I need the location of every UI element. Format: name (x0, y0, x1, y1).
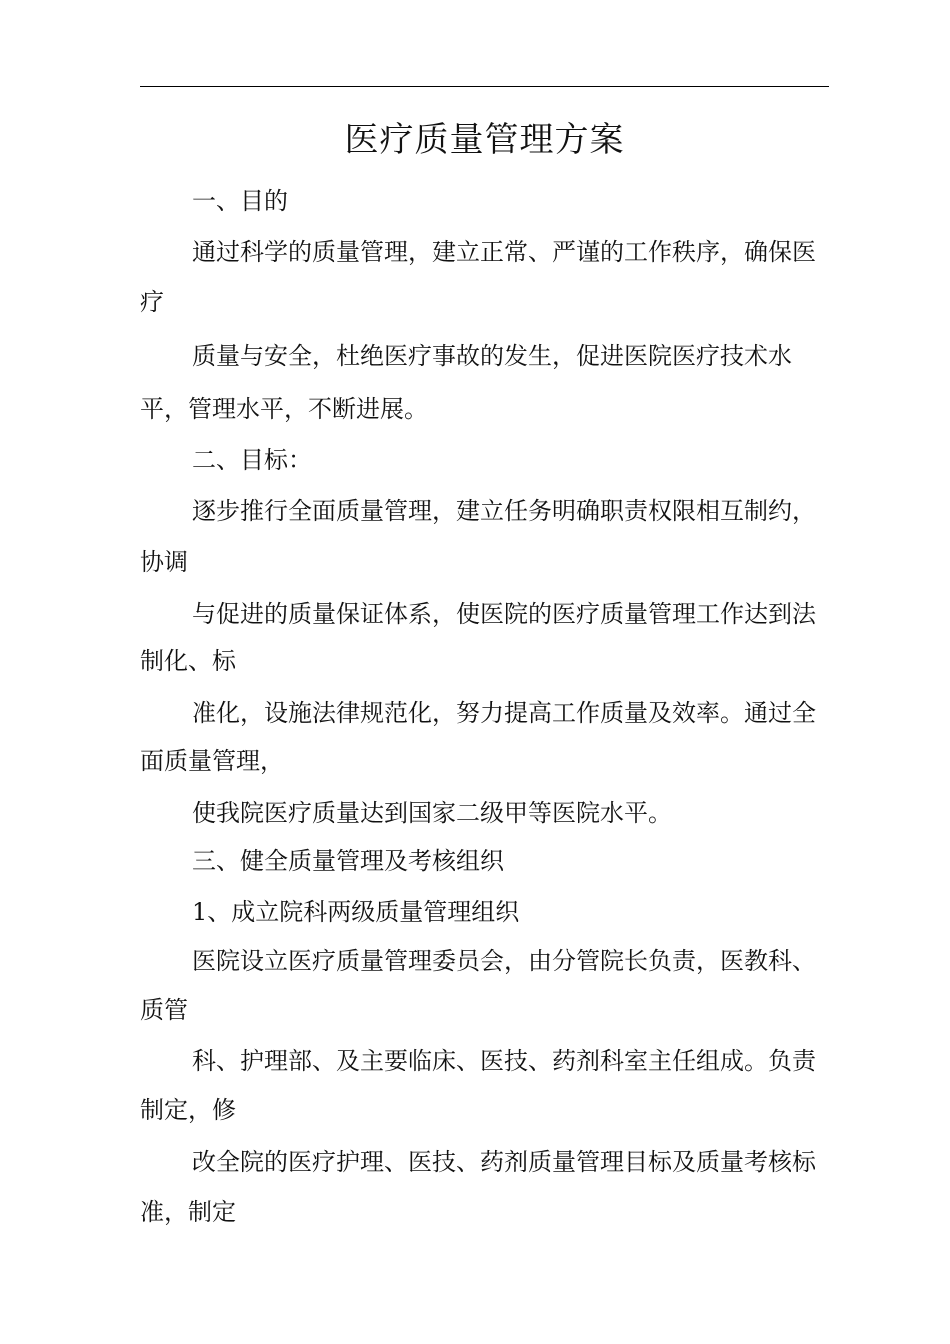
paragraph-line: 质管 (140, 996, 188, 1024)
heading-goal: 二、目标： (192, 446, 312, 474)
paragraph-line: 协调 (140, 548, 188, 576)
paragraph-line: 通过科学的质量管理，建立正常、严谨的工作秩序，确保医 (192, 238, 816, 266)
paragraph-line: 改全院的医疗护理、医技、药剂质量管理目标及质量考核标 (192, 1148, 816, 1176)
heading-purpose: 一、目的 (192, 187, 288, 215)
header-rule (140, 86, 829, 87)
paragraph-line: 准，制定 (140, 1198, 236, 1226)
document-title: 医疗质量管理方案 (344, 120, 625, 160)
paragraph-line: 科、护理部、及主要临床、医技、药剂科室主任组成。负责 (192, 1047, 816, 1075)
paragraph-line: 医院设立医疗质量管理委员会，由分管院长负责，医教科、 (192, 947, 816, 975)
paragraph-line: 与促进的质量保证体系，使医院的医疗质量管理工作达到法 (192, 600, 816, 628)
paragraph-line: 准化，设施法律规范化，努力提高工作质量及效率。通过全 (192, 699, 816, 727)
paragraph-line: 质量与安全，杜绝医疗事故的发生，促进医院医疗技术水 (192, 342, 792, 370)
paragraph-line: 疗 (140, 288, 164, 316)
paragraph-line: 制化、标 (140, 647, 236, 675)
paragraph-line: 制定，修 (140, 1096, 236, 1124)
subheading-committee: 1、成立院科两级质量管理组织 (192, 898, 520, 926)
heading-organization: 三、健全质量管理及考核组织 (192, 847, 504, 875)
paragraph-line: 使我院医疗质量达到国家二级甲等医院水平。 (192, 799, 672, 827)
paragraph-line: 面质量管理， (140, 747, 284, 775)
paragraph-line: 平，管理水平，不断进展。 (140, 395, 428, 423)
paragraph-line: 逐步推行全面质量管理，建立任务明确职责权限相互制约， (192, 497, 816, 525)
